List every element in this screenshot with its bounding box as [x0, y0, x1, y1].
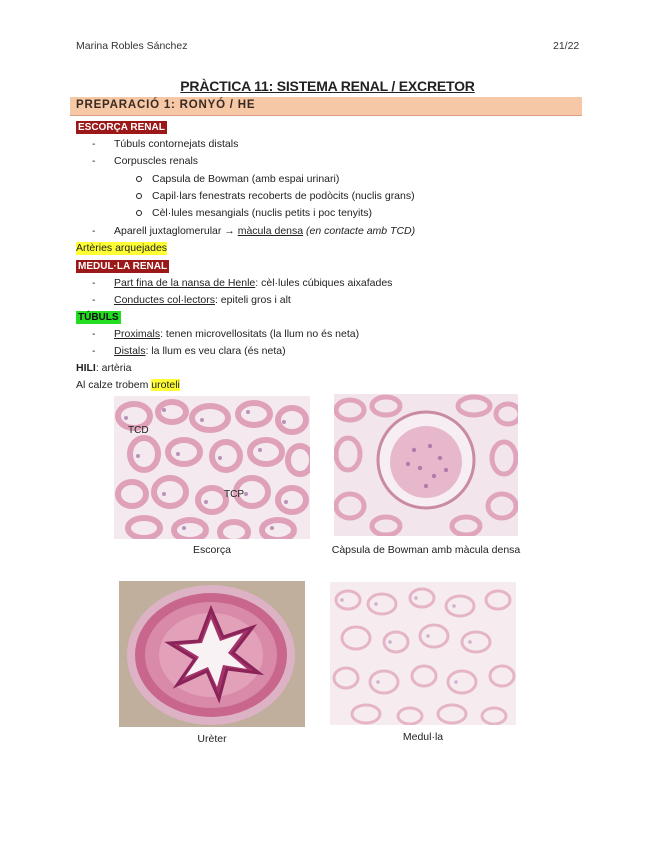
medul-heading: MEDUL·LA RENAL	[78, 261, 168, 272]
arteries-label: Artèries arquejades	[76, 242, 168, 254]
bullet-icon	[136, 210, 142, 216]
caption-medulla: Medul·la	[402, 731, 444, 743]
list-item: - Part fina de la nansa de Henle: cèl·lules cúbiques aixafades	[114, 277, 392, 290]
tubuls-heading: TÚBULS	[78, 312, 119, 323]
page-number: 21/22	[553, 40, 580, 52]
sub-list-item: Capsula de Bowman (amb espai urinari)	[152, 173, 339, 186]
bullet-icon	[136, 176, 142, 182]
tcd-label: TCD	[128, 425, 149, 436]
caption-ureter: Urèter	[197, 733, 227, 745]
caption-escorca: Escorça	[193, 544, 231, 556]
escorca-heading: ESCORÇA RENAL	[78, 122, 165, 133]
list-item: - Distals: la llum es veu clara (és neta)	[114, 345, 286, 358]
bullet-icon	[136, 193, 142, 199]
micrograph-bowman	[334, 394, 518, 536]
list-item: - Túbuls contornejats distals	[114, 138, 238, 151]
micrograph-medulla	[330, 582, 516, 725]
list-item: - Proximals: tenen microvellositats (la llum no és neta)	[114, 328, 359, 341]
micrograph-ureter	[119, 581, 305, 727]
calze-line: Al calze trobem uroteli	[76, 379, 180, 391]
hili-line: HILI: artèria	[76, 362, 132, 374]
caption-bowman: Càpsula de Bowman amb màcula densa	[331, 544, 521, 556]
sub-list-item: Capil·lars fenestrats recoberts de podòcits (nuclis grans)	[152, 190, 415, 203]
list-item: - Corpuscles renals	[114, 155, 198, 168]
page-title: PRÀCTICA 11: SISTEMA RENAL / EXCRETOR	[180, 78, 475, 94]
section-band-label: PREPARACIÓ 1: RONYÓ / HE	[76, 99, 256, 111]
list-item: - Aparell juxtaglomerular → màcula densa (en contacte amb TCD)	[114, 225, 415, 238]
micrograph-escorca	[114, 396, 310, 539]
author-name: Marina Robles Sánchez	[76, 40, 188, 52]
list-item: - Conductes col·lectors: epiteli gros i alt	[114, 294, 291, 307]
sub-list-item: Cèl·lules mesangials (nuclis petits i poc tenyits)	[152, 207, 372, 220]
tcp-label: TCP	[224, 489, 244, 500]
section-band	[70, 97, 582, 116]
